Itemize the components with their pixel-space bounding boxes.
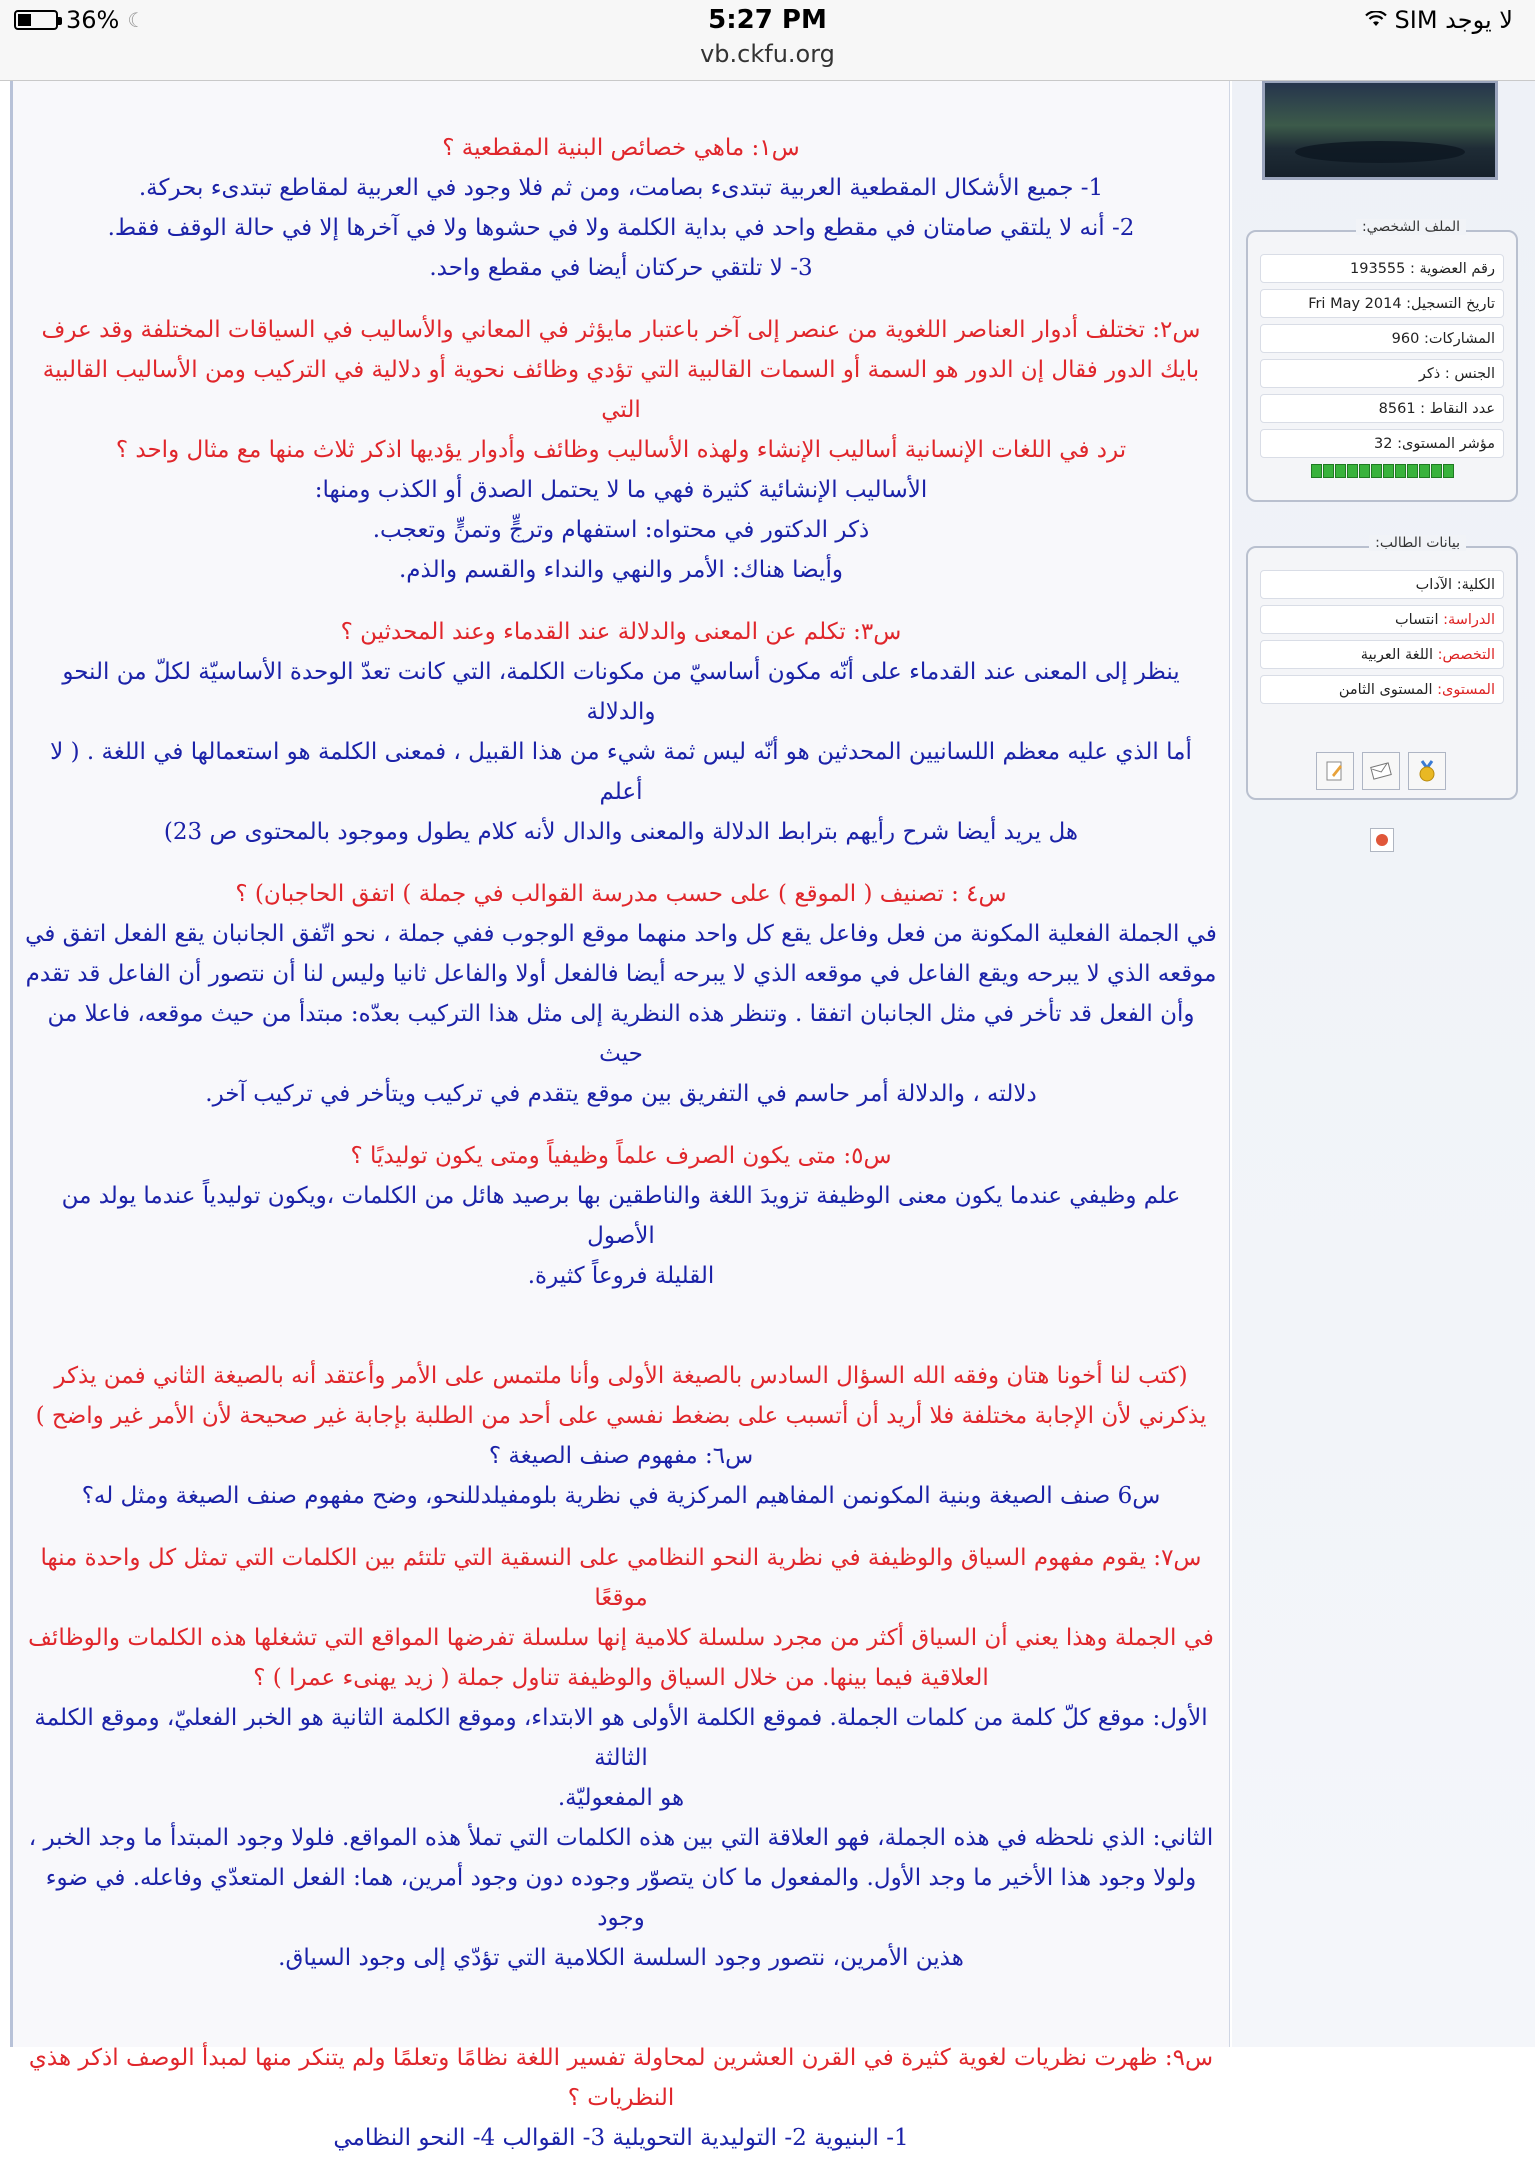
clock: 5:27 PM	[708, 5, 827, 35]
reputation-segment	[1383, 464, 1394, 478]
moon-icon: ☾	[127, 8, 146, 32]
answer-line: ينظر إلى المعنى عند القدماء على أنّه مكون أساسيّ من مكونات الكلمة، التي كانت تعدّ الوحدة الأساسيّة لكلّ من النحو والدلالة	[62, 659, 1180, 725]
question-line: س٣: تكلم عن المعنى والدلالة عند القدماء وعند المحدثين ؟	[340, 619, 902, 645]
question-line: ترد في اللغات الإنسانية أساليب الإنشاء ولهذه الأساليب وظائف وأدوار يؤديها اذكر ثلاث منها مع مثال واحد ؟	[115, 437, 1127, 463]
carrier-label: لا يوجد SIM	[1394, 6, 1513, 34]
answer-line: أما الذي عليه معظم اللسانيين المحدثين هو أنّه ليس ثمة شيء من هذا القبيل ، فمعنى الكلمة هو استعمالها في اللغة . ( لا أعلم	[50, 739, 1192, 805]
paragraph-gap	[25, 1296, 1217, 1356]
answer-line: وأيضا هناك: الأمر والنهي والنداء والقسم والذم.	[398, 557, 844, 583]
answer-line: الثاني: الذي نلحظه في هذه الجملة، فهو العلاقة التي بين هذه الكلمات التي تملأ هذه المواقع. فلولا وجود المبتدأ ما وجد الخبر ،	[28, 1825, 1214, 1851]
student-value: انتساب	[1395, 612, 1439, 628]
answer-line: وأن الفعل قد تأخر في مثل الجانبان اتفقا . وتنظر هذه النظرية إلى مثل هذا التركيب بعدّه: مبتدأ من حيث موقعه، فاعلا من حيث	[47, 1001, 1195, 1067]
profile-label: المشاركات:	[1419, 331, 1495, 347]
question-line: النظريات ؟	[567, 2085, 675, 2111]
post-body	[13, 80, 1229, 2158]
profile-value: 8561	[1378, 401, 1416, 417]
answer-line: ولولا وجود هذا الأخير ما وجد الأول. والمفعول ما كان يتصوّر وجوده دون وجود أمرين، هما: الفعل المتعدّي وفاعله. في ضوء وجود	[45, 1865, 1197, 1931]
answer-line: الأساليب الإنشائية كثيرة فهي ما لا يحتمل الصدق أو الكذب ومنها:	[314, 477, 928, 503]
profile-value: ذكر	[1418, 366, 1441, 382]
student-value: المستوى الثامن	[1338, 682, 1433, 698]
reputation-segment	[1359, 464, 1370, 478]
answer-line: موقعه الذي لا يبرحه ويقع الفاعل في موقعه الذي لا يبرحه أيضا فالفعل أولا والفاعل ثانيا وليس لنا أن نتصور أن الفاعل قد تقدم	[25, 961, 1217, 987]
profile-label: رقم العضوية :	[1405, 261, 1495, 277]
student-row	[1260, 570, 1504, 599]
answer-line: الأول: موقع كلّ كلمة من كلمات الجملة. فموقع الكلمة الأولى هو الابتداء، وموقع الكلمة الثانية هو الخبر الفعليّ، وموقع الكلمة الثالثة	[34, 1705, 1208, 1771]
question-line: س٧: يقوم مفهوم السياق والوظيفة في نظرية النحو النظامي على النسقية التي تلتئم بين الكلمات التي تمثل كل واحدة منها موقعًا	[40, 1545, 1202, 1611]
address-bar[interactable]: vb.ckfu.org	[700, 40, 835, 68]
profile-row	[1260, 324, 1504, 353]
answer-line: علم وظيفي عندما يكون معنى الوظيفة تزويدَ اللغة والناطقين بها برصيد هائل من الكلمات ،ويكون توليدياً عندما يولد من الأصول	[61, 1183, 1181, 1249]
paragraph-gap	[25, 1516, 1217, 1538]
status-indicator-icon[interactable]	[1370, 828, 1394, 852]
answer-line: 3- لا تلتقي حركتان أيضا في مقطع واحد.	[429, 255, 813, 281]
reputation-bar	[1248, 464, 1516, 478]
mail-icon[interactable]	[1362, 752, 1400, 790]
answer-line: ذكر الدكتور في محتواه: استفهام وترجٍّ وتمنٍّ وتعجب.	[372, 517, 870, 543]
medal-icon[interactable]	[1408, 752, 1446, 790]
answer-line: 1- جميع الأشكال المقطعية العربية تبتدىء بصامت، ومن ثم فلا وجود في العربية لمقاطع تبتدىء بحركة.	[138, 175, 1104, 201]
profile-row	[1260, 394, 1504, 423]
paragraph-gap	[25, 852, 1217, 874]
reputation-segment	[1419, 464, 1430, 478]
student-value: اللغة العربية	[1360, 647, 1433, 663]
profile-label: عدد النقاط :	[1415, 401, 1495, 417]
answer-line: هل يريد أيضا شرح رأيهم بترابط الدلالة والمعنى والدال لأنه كلام يطول وموجود بالمحتوى ص 23)	[163, 819, 1079, 845]
wifi-icon	[1365, 8, 1387, 33]
battery-percent: 36%	[66, 6, 120, 34]
profile-box	[1246, 219, 1518, 502]
paragraph-gap	[25, 1114, 1217, 1136]
reputation-segment	[1323, 464, 1334, 478]
student-row	[1260, 640, 1504, 669]
student-label: الكلية:	[1452, 577, 1495, 593]
profile-row	[1260, 289, 1504, 318]
paragraph-gap	[25, 288, 1217, 310]
question-line: العلاقية فيما بينها. من خلال السياق والوظيفة تناول جملة ( زيد يهنىء عمرا ) ؟	[253, 1665, 989, 1691]
paragraph-gap	[25, 590, 1217, 612]
reputation-segment	[1431, 464, 1442, 478]
profile-row	[1260, 359, 1504, 388]
reputation-segment	[1311, 464, 1322, 478]
question-line: يذكرني لأن الإجابة مختلفة فلا أريد أن أتسبب على بضغط نفسي على أحد من الطلبة بإجابة غير صحيحة لأن الأمر غير واضح )	[35, 1403, 1207, 1429]
answer-line: 1- البنيوية 2- التوليدية التحويلية 3- القوالب 4- النحو النظامي	[333, 2125, 909, 2151]
profile-box-title: الملف الشخصي:	[1356, 219, 1466, 235]
profile-value: 193555	[1350, 261, 1406, 277]
student-value: الآداب	[1415, 577, 1453, 593]
answer-line: هو المفعوليّة.	[557, 1785, 685, 1811]
post-content-area	[10, 80, 1230, 2151]
question-line: س٥: متى يكون الصرف علماً وظيفياً ومتى يكون توليديًا ؟	[350, 1143, 892, 1169]
question-line: س٤ : تصنيف ( الموقع ) على حسب مدرسة القوالب في جملة ) اتفق الحاجبان) ؟	[235, 881, 1007, 907]
profile-value: 960	[1391, 331, 1420, 347]
reputation-segment	[1371, 464, 1382, 478]
status-right	[1365, 6, 1514, 34]
user-avatar[interactable]	[1262, 80, 1498, 180]
paragraph-gap	[25, 1978, 1217, 2038]
question-line: س٩: ظهرت نظريات لغوية كثيرة في القرن العشرين لمحاولة تفسير اللغة نظامًا وتعلمًا ولم يتنكر منها لمبدأ الوصف اذكر هذي	[28, 2045, 1214, 2071]
student-row	[1260, 605, 1504, 634]
reputation-segment	[1395, 464, 1406, 478]
status-bar	[0, 0, 1535, 81]
user-sidebar	[1232, 80, 1535, 2047]
answer-line: س٦: مفهوم صنف الصيغة ؟	[488, 1443, 754, 1469]
question-line: س١: ماهي خصائص البنية المقطعية ؟	[442, 135, 800, 161]
student-label: المستوى:	[1432, 682, 1495, 698]
profile-label: الجنس :	[1440, 366, 1495, 382]
profile-row	[1260, 429, 1504, 458]
answer-line: هذين الأمرين، نتصور وجود السلسة الكلامية التي تؤدّي إلى وجود السياق.	[278, 1945, 964, 1971]
question-line: (كتب لنا أخونا هتان وفقه الله السؤال السادس بالصيغة الأولى وأنا ملتمس على الأمر وأعتقد أنه بالصيغة الثاني فمن يذكر	[54, 1363, 1188, 1389]
reputation-segment	[1335, 464, 1346, 478]
user-action-icons	[1316, 752, 1446, 790]
question-line: بايك الدور فقال إن الدور هو السمة أو السمات القالبية التي تؤدي وظائف نحوية أو دلالية في التركيب ومن الأساليب القالبية التي	[42, 357, 1200, 423]
student-label: التخصص:	[1432, 647, 1495, 663]
profile-row	[1260, 254, 1504, 283]
answer-line: 2- أنه لا يلتقي صامتان في مقطع واحد في بداية الكلمة ولا في حشوها ولا في آخرها إلا في حالة الوقف فقط.	[107, 215, 1135, 241]
answer-line: القليلة فروعاً كثيرة.	[527, 1263, 715, 1289]
profile-label: تاريخ التسجيل:	[1401, 296, 1495, 312]
answer-line: س6 صنف الصيغة وبنية المكونمن المفاهيم المركزية في نظرية بلومفيلدللنحو، وضح مفهوم صنف الصيغة ومثل له؟	[81, 1483, 1161, 1509]
edit-icon[interactable]	[1316, 752, 1354, 790]
reputation-segment	[1443, 464, 1454, 478]
profile-value: 32	[1374, 436, 1393, 452]
profile-label: مؤشر المستوى:	[1392, 436, 1495, 452]
reputation-segment	[1407, 464, 1418, 478]
reputation-segment	[1347, 464, 1358, 478]
student-label: الدراسة:	[1438, 612, 1495, 628]
student-row	[1260, 675, 1504, 704]
question-line: في الجملة وهذا يعني أن السياق أكثر من مجرد سلسلة كلامية إنها سلسلة تفرضها المواقع التي تشغلها هذه الكلمات والوظائف	[28, 1625, 1214, 1651]
question-line: س٢: تختلف أدوار العناصر اللغوية من عنصر إلى آخر باعتبار مايؤثر في المعاني والأساليب في السياقات المختلفة وقد عرف	[41, 317, 1201, 343]
student-box-title: بيانات الطالب:	[1369, 535, 1466, 551]
answer-line: في الجملة الفعلية المكونة من فعل وفاعل يقع كل واحد منهما موقع الوجوب ففي جملة ، نحو اتّفق الجانبان يقع الفعل اتفق في	[25, 921, 1217, 947]
answer-line: دلالته ، والدلالة أمر حاسم في التفريق بين موقع يتقدم في تركيب ويتأخر في تركيب آخر.	[205, 1081, 1037, 1107]
profile-value: Fri May 2014	[1308, 296, 1402, 312]
